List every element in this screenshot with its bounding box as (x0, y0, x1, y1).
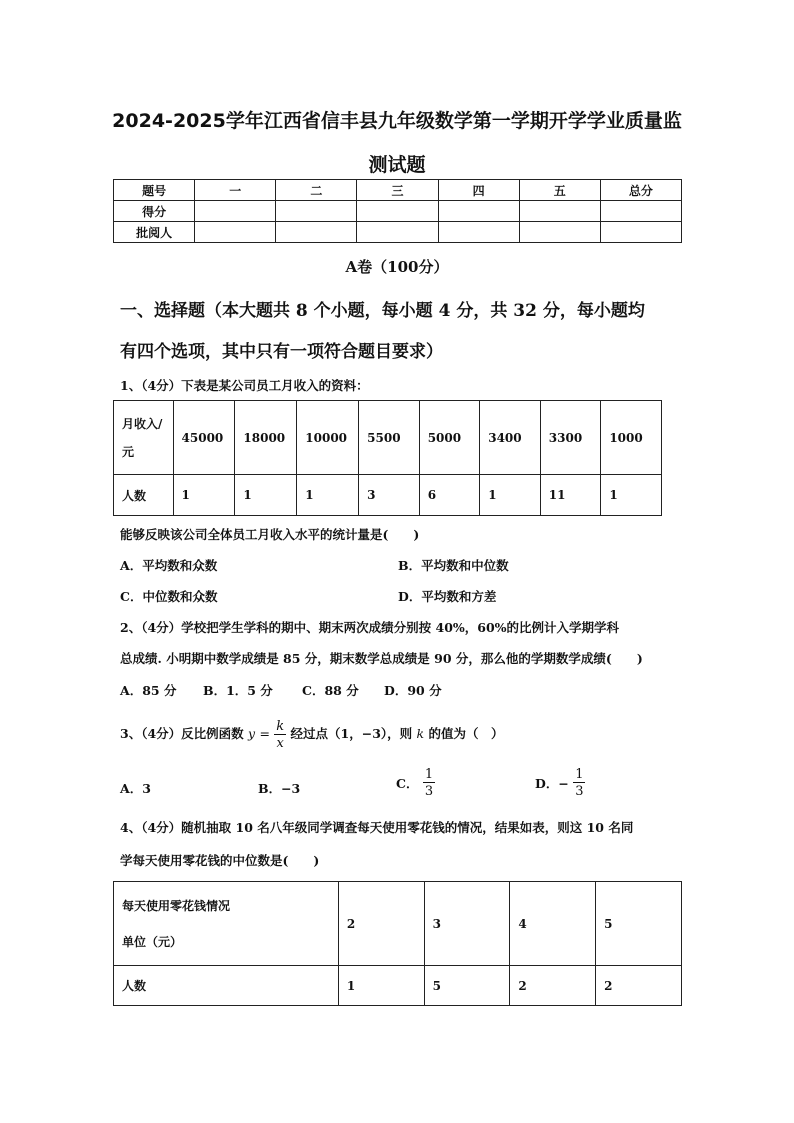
score-header-cell: 二 (276, 180, 357, 201)
score-header-cell: 一 (195, 180, 276, 201)
q3-fraction (274, 720, 286, 750)
q3-stem (120, 714, 503, 754)
part1-heading-line1: 一、选择题（本大题共 8 个小题，每小题 4 分，共 32 分，每小题均 (120, 301, 645, 321)
q3-option-c-num: 1 (424, 767, 434, 782)
q1-income-cell: 18000 (235, 401, 297, 475)
score-cell[interactable] (438, 222, 519, 243)
q1-row1-label-a: 月收入/ (122, 416, 163, 431)
q1-income-cell: 5000 (419, 401, 480, 475)
q3-option-d-fraction (573, 768, 585, 798)
q1-count-cell: 1 (480, 475, 541, 516)
score-header-cell: 五 (519, 180, 600, 201)
q4-amount-cell: 3 (424, 882, 510, 966)
q4-count-cell: 2 (510, 966, 596, 1006)
q3-option-c-den: 3 (424, 784, 434, 799)
q1-row1-label (114, 401, 174, 475)
q3-frac-den: x (276, 735, 284, 751)
q1-income-cell: 3400 (480, 401, 541, 475)
q3-option-a[interactable]: A．3 (120, 781, 151, 796)
score-header-cell: 总分 (600, 180, 681, 201)
q4-head-b: 单位（元） (122, 934, 183, 949)
q2-option-c[interactable]: C．88 分 (302, 683, 359, 698)
score-cell[interactable] (600, 222, 681, 243)
score-cell[interactable] (519, 222, 600, 243)
q3-frac-num: k (276, 718, 285, 734)
q1-option-a[interactable]: A．平均数和众数 (120, 558, 218, 573)
score-cell[interactable] (357, 222, 438, 243)
q4-amount-cell: 2 (338, 882, 424, 966)
score-cell[interactable] (195, 201, 276, 222)
q3-option-c-label: C． (396, 776, 419, 791)
part1-heading-line2: 有四个选项，其中只有一项符合题目要求） (120, 342, 443, 362)
q1-income-cell: 5500 (359, 401, 420, 475)
q3-option-c[interactable] (396, 768, 435, 798)
score-cell[interactable] (195, 222, 276, 243)
section-a-heading: A卷（100分） (345, 258, 449, 276)
q3-prefix: 3、（4分）反比例函数 (120, 726, 244, 741)
q3-var-k: k (416, 726, 425, 741)
q2-line1: 2、（4分）学校把学生学科的期中、期末两次成绩分别按 40%，60%的比例计入学期学科 (120, 620, 620, 635)
score-table (113, 179, 682, 243)
page-title-line1: 2024-2025学年江西省信丰县九年级数学第一学期开学学业质量监 (112, 110, 682, 132)
q2-option-d[interactable]: D．90 分 (384, 683, 442, 698)
q1-income-cell: 45000 (173, 401, 235, 475)
q4-head-cell (114, 882, 339, 966)
q1-option-b[interactable]: B．平均数和中位数 (398, 558, 509, 573)
q3-option-c-fraction (423, 768, 435, 798)
q4-row2-label: 人数 (114, 966, 339, 1006)
q4-count-cell: 2 (596, 966, 682, 1006)
q4-count-cell: 5 (424, 966, 510, 1006)
page-title-line2: 测试题 (368, 154, 426, 176)
score-cell[interactable] (600, 201, 681, 222)
q2-line2: 总成绩. 小明期中数学成绩是 85 分，期末数学总成绩是 90 分，那么他的学期数学成绩( ) (120, 651, 643, 666)
q3-option-d[interactable] (535, 768, 585, 798)
q1-count-cell: 3 (359, 475, 420, 516)
score-header-cell: 题号 (114, 180, 195, 201)
q1-income-cell: 3300 (540, 401, 601, 475)
score-header-cell: 三 (357, 180, 438, 201)
q2-option-b[interactable]: B．1．5 分 (203, 683, 273, 698)
q1-row1-label-b: 元 (122, 444, 135, 459)
q1-count-cell: 1 (601, 475, 662, 516)
q2-option-a[interactable]: A．85 分 (120, 683, 177, 698)
score-cell[interactable] (519, 201, 600, 222)
q4-table (113, 881, 682, 1006)
q4-line2: 学每天使用零花钱的中位数是( ) (120, 853, 320, 868)
score-cell[interactable] (357, 201, 438, 222)
q3-option-d-num: 1 (575, 767, 584, 782)
q1-question: 能够反映该公司全体员工月收入水平的统计量是( ) (120, 527, 420, 542)
q3-option-b[interactable]: B．−3 (258, 781, 301, 796)
q4-count-cell: 1 (338, 966, 424, 1006)
q4-amount-cell: 5 (596, 882, 682, 966)
q1-option-d[interactable]: D．平均数和方差 (398, 589, 497, 604)
q4-head-a: 每天使用零花钱情况 (122, 898, 231, 913)
q1-count-cell: 6 (419, 475, 480, 516)
q1-row2-label: 人数 (114, 475, 174, 516)
q4-amount-cell: 4 (510, 882, 596, 966)
q1-count-cell: 11 (540, 475, 601, 516)
q4-line1: 4、（4分）随机抽取 10 名八年级同学调查每天使用零花钱的情况，结果如表，则这 10 名同 (120, 820, 634, 835)
q1-option-c[interactable]: C．中位数和众数 (120, 589, 218, 604)
q1-income-cell: 1000 (601, 401, 662, 475)
score-row-label: 批阅人 (114, 222, 195, 243)
score-row-label: 得分 (114, 201, 195, 222)
q3-var-y: y (248, 726, 256, 741)
q1-income-cell: 10000 (297, 401, 359, 475)
score-cell[interactable] (438, 201, 519, 222)
q1-stem: 1、（4分）下表是某公司员工月收入的资料： (120, 378, 369, 393)
score-cell[interactable] (276, 201, 357, 222)
q3-suffix: 的值为（ ） (428, 726, 504, 741)
q1-count-cell: 1 (297, 475, 359, 516)
score-cell[interactable] (276, 222, 357, 243)
q3-option-d-label: D．− (535, 776, 569, 791)
score-header-cell: 四 (438, 180, 519, 201)
q3-middle: 经过点（1，−3），则 (290, 726, 413, 741)
q1-count-cell: 1 (173, 475, 235, 516)
q3-equals: = (259, 726, 270, 741)
q3-option-d-den: 3 (575, 784, 584, 799)
q1-income-table (113, 400, 662, 516)
q1-count-cell: 1 (235, 475, 297, 516)
